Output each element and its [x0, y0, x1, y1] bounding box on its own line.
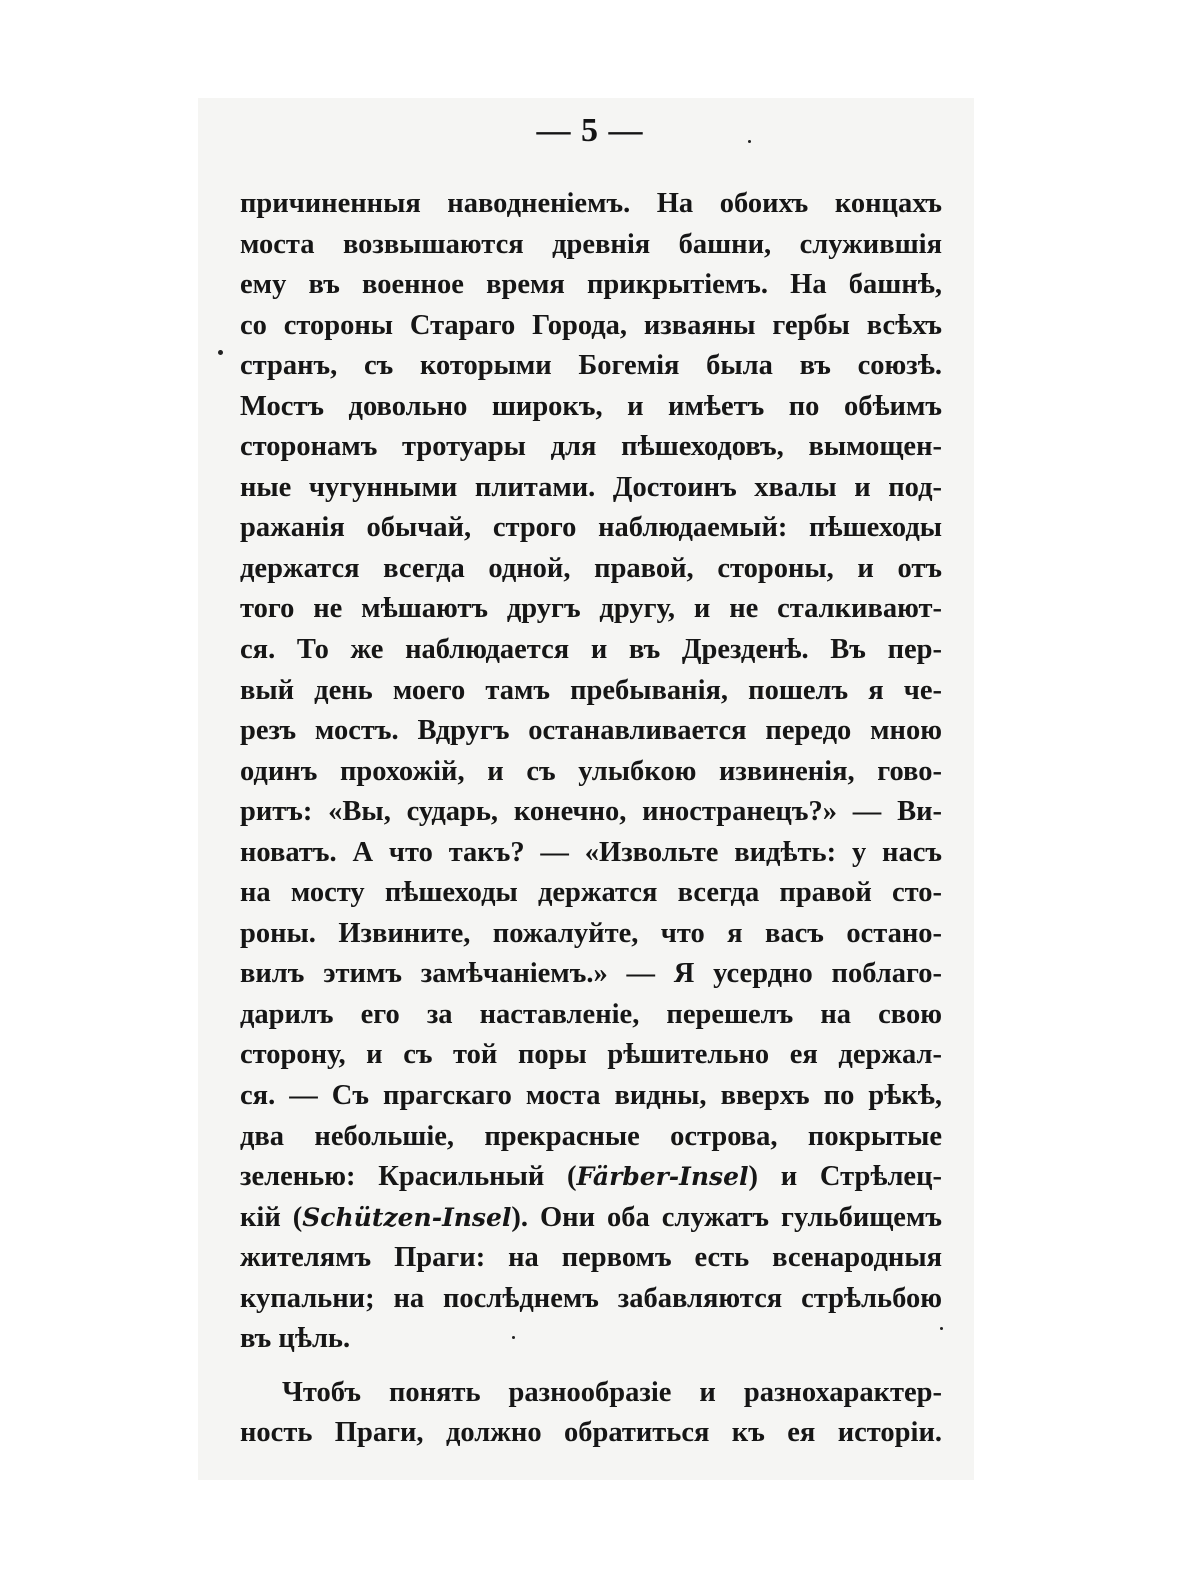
- text-line: на мосту пѣшеходы держатся всегда правой сто-: [240, 877, 942, 909]
- text-line: сторону, и съ той поры рѣшительно ея держал-: [240, 1039, 942, 1071]
- text-line: держатся всегда одной, правой, стороны, и отъ: [240, 552, 942, 584]
- text-line: вилъ этимъ замѣчаніемъ.» — Я усердно поблаго-: [240, 958, 942, 990]
- text-line: того не мѣшаютъ другъ другу, и не сталкивают-: [240, 593, 942, 625]
- text-line: ся. — Съ прагскаго моста видны, вверхъ по рѣкѣ,: [240, 1080, 942, 1112]
- scan-speck: [218, 350, 223, 355]
- text-line: дарилъ его за наставленіе, перешелъ на свою: [240, 998, 942, 1030]
- text-line: причиненныя наводненіемъ. На обоихъ концахъ: [240, 188, 942, 219]
- paragraph-1: [240, 184, 942, 1360]
- text-line: ные чугунными плитами. Достоинъ хвалы и под-: [240, 471, 942, 503]
- text-run: зеленью: Красильный (: [240, 1161, 577, 1193]
- text-run: ). Они оба служатъ гульбищемъ: [511, 1201, 942, 1233]
- text-line: сторонамъ тротуары для пѣшеходовъ, вымощен-: [240, 431, 942, 463]
- text-line: странъ, съ которыми Богемія была въ союзѣ.: [240, 350, 942, 382]
- text-line: ся. То же наблюдается и въ Дрезденѣ. Въ пер-: [240, 634, 942, 666]
- page-number: — 5 —: [536, 112, 644, 149]
- text-line: ритъ: «Вы, сударь, конечно, иностранецъ?» — Ви-: [240, 796, 942, 828]
- text-line: новатъ. А что такъ? — «Извольте видѣть: у насъ: [240, 836, 942, 868]
- scan-speck: [512, 1336, 515, 1339]
- text-run: кій (: [240, 1201, 303, 1233]
- text-line: ему въ военное время прикрытіемъ. На башнѣ,: [240, 269, 942, 301]
- german-place-name: Schützen-Insel: [302, 1202, 512, 1232]
- text-line: въ цѣль.: [240, 1323, 351, 1355]
- text-line: одинъ прохожій, и съ улыбкою извиненія, гово-: [240, 755, 942, 787]
- text-line-with-german: [240, 1157, 942, 1198]
- text-line: со стороны Стараго Города, изваяны гербы всѣхъ: [240, 309, 942, 341]
- text-line: вый день моего тамъ пребыванія, пошелъ я че-: [240, 674, 942, 706]
- text-line: Мостъ довольно широкъ, и имѣетъ по обѣимъ: [240, 390, 942, 422]
- text-line: резъ мостъ. Вдругъ останавливается передо мною: [240, 715, 942, 747]
- scan-speck: [940, 1327, 943, 1330]
- text-line-with-german: [240, 1198, 942, 1239]
- text-run: ) и Стрѣлец-: [748, 1161, 942, 1193]
- text-line: жителямъ Праги: на первомъ есть всенародныя: [240, 1242, 942, 1274]
- text-line: ражанія обычай, строго наблюдаемый: пѣшеходы: [240, 512, 942, 544]
- text-line: купальни; на послѣднемъ забавляются стрѣльбою: [240, 1282, 942, 1314]
- scan-speck: [748, 140, 751, 143]
- german-place-name: Färber-Insel: [576, 1162, 749, 1192]
- text-line: ность Праги, должно обратиться къ ея исторіи.: [240, 1417, 942, 1449]
- text-line: два небольшіе, прекрасные острова, покрытые: [240, 1120, 942, 1152]
- body-text: [240, 184, 942, 1454]
- text-line: моста возвышаются древнія башни, служившія: [240, 228, 942, 260]
- text-line: Чтобъ понять разнообразіе и разнохарактер-: [282, 1376, 942, 1408]
- paragraph-2: [240, 1373, 942, 1454]
- text-line: роны. Извините, пожалуйте, что я васъ остано-: [240, 917, 942, 949]
